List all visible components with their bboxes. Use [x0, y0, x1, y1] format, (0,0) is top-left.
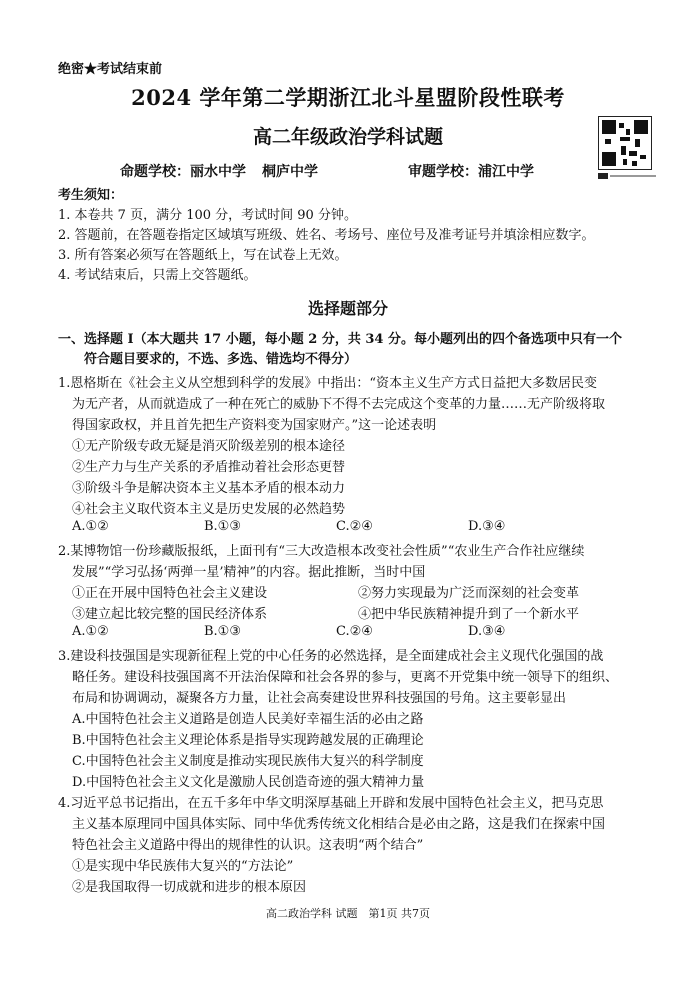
question-2-option-d: D.③④ [468, 624, 506, 639]
question-2-option-b: B.①③ [204, 624, 241, 639]
qr-code [598, 116, 652, 170]
secret-mark: 绝密★考试结束前 [58, 62, 163, 77]
question-1-statement: ③阶级斗争是解决资本主义基本矛盾的根本动力 [72, 481, 346, 496]
question-1-statement: ④社会主义取代资本主义是历史发展的必然趋势 [72, 502, 346, 517]
note-item: 1. 本卷共 7 页，满分 100 分，考试时间 90 分钟。 [58, 208, 357, 223]
section-title: 选择题部分 [307, 299, 388, 318]
question-2-text: 2.某博物馆一份珍藏版报纸，上面刊有“三大改造根本改变社会性质”“农业生产合作社应继续 [58, 544, 585, 559]
setting-school: 命题学校：丽水中学 [120, 164, 246, 180]
question-3-text: 布局和协调调动，凝聚各方力量，让社会高奏建设世界科技强国的号角。这主要彰显出 [72, 691, 567, 706]
question-3-option-b: B.中国特色社会主义理论体系是指导实现跨越发展的正确理论 [72, 733, 424, 748]
question-1-option-c: C.②④ [336, 519, 373, 534]
qr-caption-mark [598, 172, 656, 179]
sub-title: 高二年级政治学科试题 [252, 126, 443, 148]
question-2-text: 发展”“学习弘扬‘两弹一星’精神”的内容。据此推断，当时中国 [72, 565, 426, 580]
second-school: 桐庐中学 [262, 164, 318, 180]
question-2-option-a: A.①② [72, 624, 109, 639]
question-4-statement: ②是我国取得一切成就和进步的根本原因 [72, 880, 307, 895]
question-1-option-d: D.③④ [468, 519, 506, 534]
question-1-option-a: A.①② [72, 519, 109, 534]
page-footer: 高二政治学科 试题 第1页 共7页 [266, 907, 430, 920]
question-3-text: 略任务。建设科技强国离不开法治保障和社会各界的参与，更离不开党集中统一领导下的组织、 [72, 670, 619, 685]
review-school: 审题学校：浦江中学 [408, 164, 534, 180]
main-title: 2024 学年第二学期浙江北斗星盟阶段性联考 [131, 85, 565, 110]
question-1-text: 为无产者，从而就造成了一种在死亡的威胁下不得不去完成这个变革的力量……无产阶级将取 [72, 397, 606, 412]
question-1-text: 1.恩格斯在《社会主义从空想到科学的发展》中指出：“资本主义生产方式日益把大多数居民变 [58, 376, 598, 391]
note-item: 2. 答题前，在答题卷指定区域填写班级、姓名、考场号、座位号及准考证号并填涂相应数字。 [58, 228, 595, 243]
question-1-statement: ①无产阶级专政无疑是消灭阶级差别的根本途径 [72, 439, 346, 454]
question-3-text: 3.建设科技强国是实现新征程上党的中心任务的必然选择，是全面建成社会主义现代化强国的战 [58, 649, 604, 664]
question-4-text: 4.习近平总书记指出，在五千多年中华文明深厚基础上开辟和发展中国特色社会主义，把马克思 [58, 796, 604, 811]
question-2-option-c: C.②④ [336, 624, 373, 639]
question-2-statement: ④把中华民族精神提升到了一个新水平 [358, 607, 580, 622]
notes-title: 考生须知： [58, 188, 124, 203]
question-1-option-b: B.①③ [204, 519, 241, 534]
question-2-statement: ③建立起比较完整的国民经济体系 [72, 607, 268, 622]
note-item: 3. 所有答案必须写在答题纸上，写在试卷上无效。 [58, 248, 348, 263]
question-3-option-a: A.中国特色社会主义道路是创造人民美好幸福生活的必由之路 [72, 712, 424, 727]
part-heading: 一、选择题 I（本大题共 17 小题，每小题 2 分，共 34 分。每小题列出的四个备选项中只有一个 [58, 332, 622, 347]
question-4-text: 主义基本原理同中国具体实际、同中华优秀传统文化相结合是必由之路，这是我们在探索中国 [72, 817, 606, 832]
question-1-text: 得国家政权，并且首先把生产资料变为国家财产。”这一论述表明 [72, 418, 437, 433]
note-item: 4. 考试结束后，只需上交答题纸。 [58, 268, 257, 283]
question-4-statement: ①是实现中华民族伟大复兴的“方法论” [72, 859, 294, 874]
question-3-option-c: C.中国特色社会主义制度是推动实现民族伟大复兴的科学制度 [72, 754, 424, 769]
part-heading-continued: 符合题目要求的，不选、多选、错选均不得分） [84, 352, 358, 367]
question-1-statement: ②生产力与生产关系的矛盾推动着社会形态更替 [72, 460, 346, 475]
question-2-statement: ②努力实现最为广泛而深刻的社会变革 [358, 586, 580, 601]
question-3-option-d: D.中国特色社会主义文化是激励人民创造奇迹的强大精神力量 [72, 775, 425, 790]
question-2-statement: ①正在开展中国特色社会主义建设 [72, 586, 268, 601]
question-4-text: 特色社会主义道路中得出的规律性的认识。这表明“两个结合” [72, 838, 424, 853]
